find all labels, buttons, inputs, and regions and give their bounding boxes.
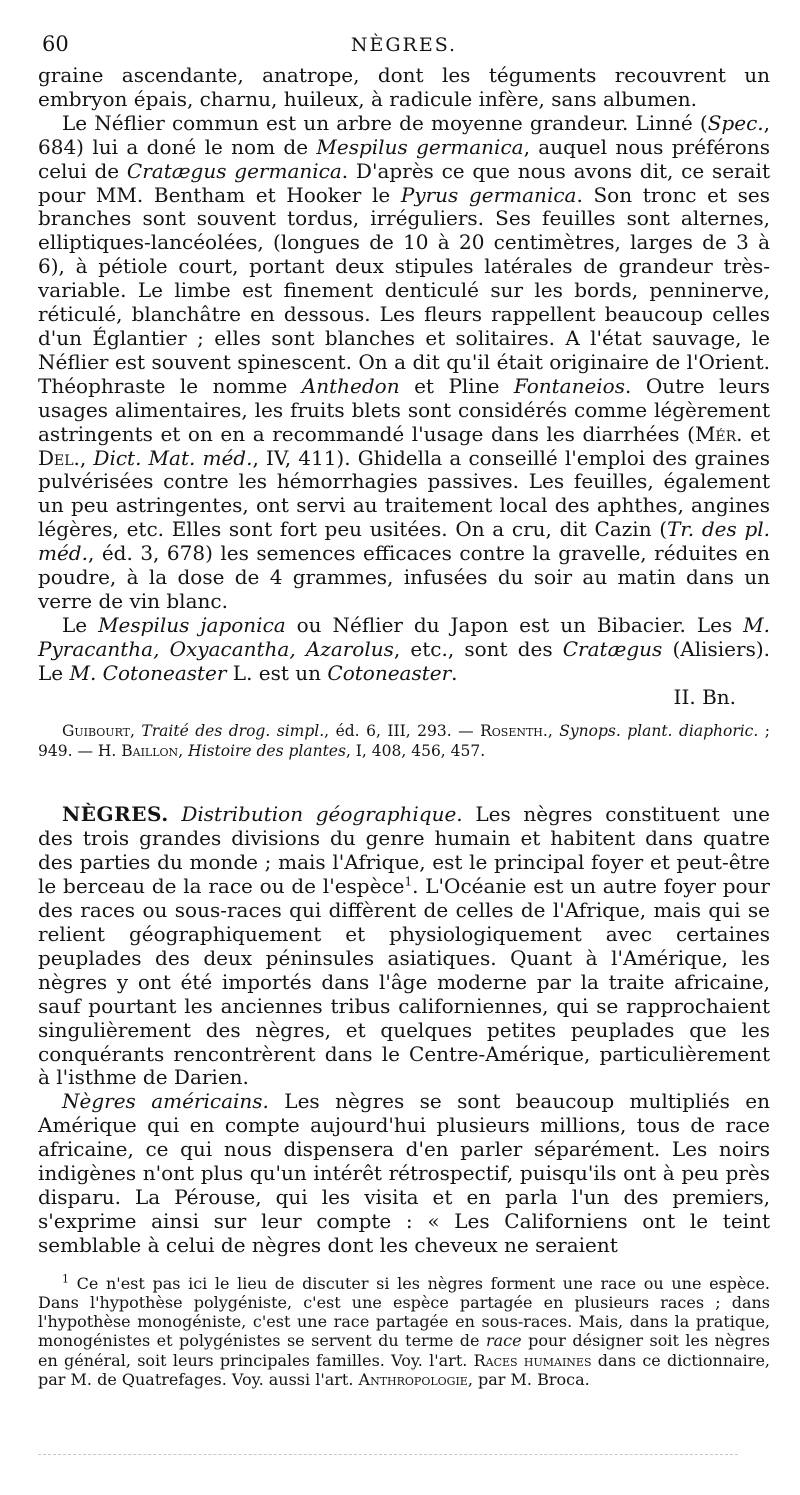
page [38,26,770,1389]
neflier-paragraph-3: Le Mespilus japonica ou Néflier du Japon est un Bibacier. Les M. Pyracantha, Oxyacantha, Azarolus, etc., sont des Cratægus (Alisiers). Le M. Cotoneaster L. est un Cotoneaster. [38,612,770,685]
neflier-paragraph-1: graine ascendante, anatrope, dont les téguments recouvrent un embryon épais, charnu, huileux, à radicule infère, sans albumen. [38,63,770,111]
neflier-article [38,64,770,709]
footnote-mark: 1 [62,1272,69,1286]
section-title: Distribution géographique. [181,802,463,827]
footnote: $^1$ Ce n'est pas ici le lieu de discuter si les nègres forment une race ou une espèce. Dans l'hypothèse polygéniste, c'est une espèce partagée en plusieurs races ; dans l'hypothèse monogéniste, c'est une race partagée en sous-races. Mais, dans la pratique, monogénistes et polygénistes se servent du terme de race pour désigner soit les nègres en général, soit leurs principales familles. Voy. l'art. Races humaines dans ce dictionnaire, par M. de Quatrefages. Voy. aussi l'art. Anthropologie, par M. Broca. [38,1272,770,1389]
negres-paragraph-1: NÈGRES. Distribution géographique. Les nègres constituent une des trois grandes divisions du genre humain et habitent dans quatre des parties du monde ; mais l'Afrique, est le principal foyer et peut-être le berceau de la race ou de l'espèce$^1$. L'Océanie est un autre foyer pour des races ou sous-races qui diffèrent de celles de l'Afrique, mais qui se relient géographiquement et physiologiquement avec certaines peuplades des deux péninsules asiatiques. Quant à l'Amérique, les nègres y ont été importés dans l'âge moderne par la traite africaine, sauf pourtant les anciennes tribus californiennes, qui se rapprochaient singulièrement des nègres, et quelques petites peuplades que les conquérants rencontrèrent dans le Centre-Amérique, particulièrement à l'isthme de Darien. [38,802,770,1090]
running-head: NÈGRES. [350,34,458,56]
page-header [38,26,770,64]
bottom-divider [38,1454,738,1455]
author-signature: II. Bn. [673,684,736,709]
negres-article [38,803,770,1257]
article-headword: NÈGRES. [62,802,169,827]
footnote-reference[interactable]: 1 [404,874,413,889]
subsection-title: Nègres américains. [62,1089,269,1114]
neflier-paragraph-2: Le Néflier commun est un arbre de moyenne grandeur. Linné (Spec., 684) lui a doné le nom de Mespilus germanica, auquel nous préférons celui de Cratægus germanica. D'après ce que nous avons dit, ce serait pour MM. Bentham et Hooker le Pyrus germanica. Son tronc et ses branches sont souvent tordus, irréguliers. Ses feuilles sont alternes, elliptiques-lancéolées, (longues de 10 à 20 centimètres, larges de 3 à 6), à pétiole court, portant deux stipules latérales de grandeur très-variable. Le limbe est finement denticulé sur les bords, penninerve, réticulé, blanchâtre en dessous. Les fleurs rappellent beaucoup celles d'un Églantier ; elles sont blanches et solitaires. A l'état sauvage, le Néflier est souvent spinescent. On a dit qu'il était originaire de l'Orient. Théophraste le nomme Anthedon et Pline Fontaneios. Outre leurs usages alimentaires, les fruits blets sont considérés comme légèrement astringents et on en a recommandé l'usage dans les diarrhées (Mér. et Del., Dict. Mat. méd., IV, 411). Ghidella a conseillé l'emploi des graines pulvérisées contre les hémorrhagies passives. Les feuilles, également un peu astringentes, ont servi au traitement local des aphthes, angines légères, etc. Elles sont fort peu usitées. On a cru, dit Cazin (Tr. des pl. méd., éd. 3, 678) les semences efficaces contre la gravelle, réduites en poudre, à la dose de 4 grammes, infusées du soir au matin dans un verre de vin blanc. [38,110,771,613]
negres-paragraph-2: Nègres américains. Les nègres se sont beaucoup multipliés en Amérique qui en compte aujourd'hui plusieurs millions, tous de race africaine, ce qui nous dispensera d'en parler séparément. Les noirs indigènes n'ont plus qu'un intérêt rétrospectif, puisqu'ils ont à peu près disparu. La Pérouse, qui les visita et en parla l'un des premiers, s'exprime ainsi sur leur compte : « Les Californiens ont le teint semblable à celui de nègres dont les cheveux ne seraient [38,1089,770,1257]
bibliography: Guibourt, Traité des drog. simpl., éd. 6, III, 293. — Rosenth., Synops. plant. diaphoric. ; 949. — H. Baillon, Histoire des plantes, I, 408, 456, 457. [38,722,770,761]
page-number: 60 [42,32,69,56]
